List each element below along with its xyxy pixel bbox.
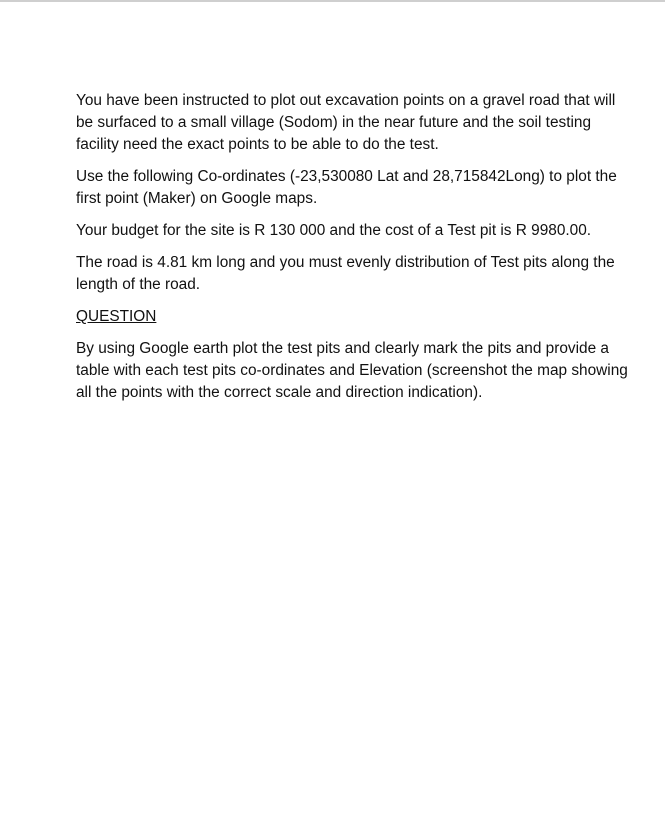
road-length-paragraph: The road is 4.81 km long and you must evenly distribution of Test pits along the length of the road.: [76, 254, 615, 293]
question-heading: QUESTION: [76, 308, 157, 325]
budget-paragraph: Your budget for the site is R 130 000 and the cost of a Test pit is R 9980.00.: [76, 222, 592, 239]
document-body: [76, 90, 636, 414]
question-text: By using Google earth plot the test pits and clearly mark the pits and provide a table with each test pits co-ordinates and Elevation (screenshot the map showing all the points with the correct scale and direction indication).: [76, 340, 628, 401]
intro-paragraph: You have been instructed to plot out excavation points on a gravel road that will be surfaced to a small village (Sodom) in the near future and the soil testing facility need the exact points to be able to do the test.: [76, 92, 616, 153]
page-top-border: [0, 0, 665, 2]
coordinates-paragraph: Use the following Co-ordinates (-23,530080 Lat and 28,715842Long) to plot the first point (Maker) on Google maps.: [76, 168, 617, 207]
